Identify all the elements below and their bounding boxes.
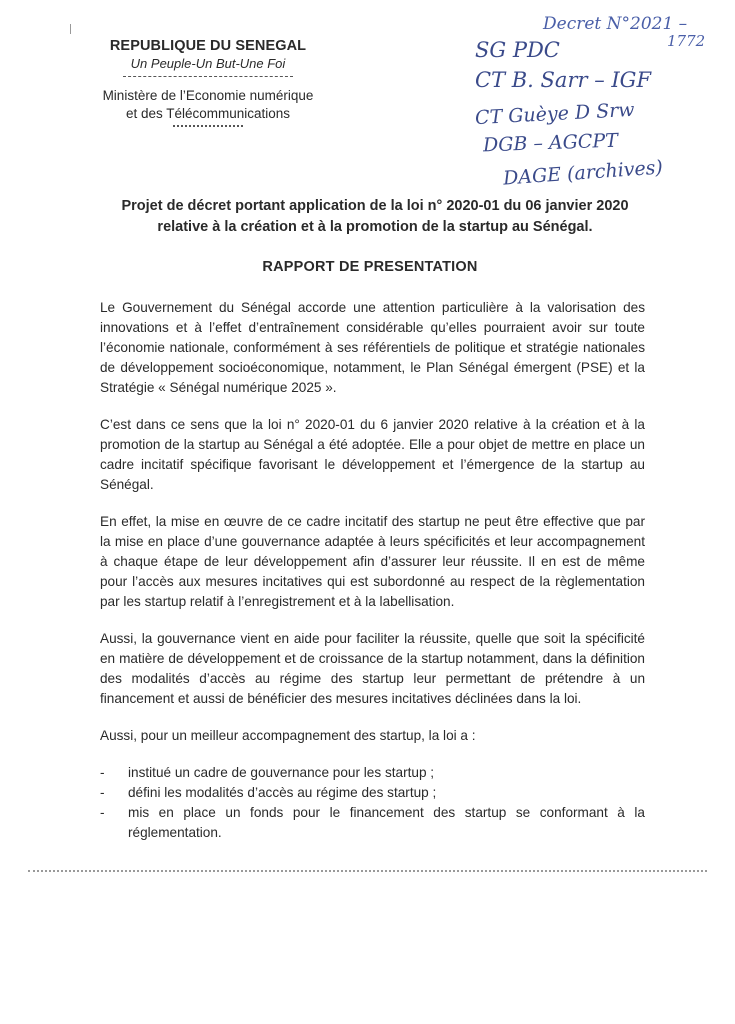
document-title: Projet de décret portant application de la loi n° 2020-01 du 06 janvier 2020 relative à la création et à la promotion de la startup au Sénégal. — [121, 198, 629, 235]
handwritten-decree-ref: Decret N°2021 – — [543, 14, 688, 34]
paragraph: Le Gouvernement du Sénégal accorde une attention particulière à la valorisation des innovations et à l’effet d’entraînement considérable qu’elles pourraient avoir sur toute l’économie nationale, conformément à ses référentiels de politique et stratégie nationales de développement socioéconomique, notamment, le Plan Sénégal émergent (PSE) et la Stratégie « Sénégal numérique 2025 ». — [100, 300, 645, 395]
handwritten-note: CT B. Sarr – IGF — [475, 68, 652, 92]
list-item — [100, 783, 645, 803]
letterhead — [88, 38, 328, 127]
list-item-text: défini les modalités d’accès au régime des startup ; — [128, 785, 437, 800]
country-name: REPUBLIQUE DU SENEGAL — [109, 38, 307, 54]
scan-artifact-line — [28, 870, 707, 872]
paragraph: C’est dans ce sens que la loi n° 2020-01 du 6 janvier 2020 relative à la création et à la promotion de la startup au Sénégal a été adoptée. Elle a pour objet de mettre en place un cadre incitatif spécifique favorisant le développement et l’émergence de la startup au Sénégal. — [100, 417, 645, 492]
divider — [173, 125, 243, 127]
list-dash: - — [100, 805, 105, 820]
list-dash: - — [100, 785, 105, 800]
measures-list — [100, 763, 645, 843]
list-intro: Aussi, pour un meilleur accompagnement des startup, la loi a : — [100, 728, 476, 743]
list-dash: - — [100, 765, 105, 780]
handwritten-note: CT Guèye D Srw — [474, 98, 636, 130]
handwritten-decree-number: 1772 — [667, 32, 706, 50]
list-item-text: institué un cadre de gouvernance pour les startup ; — [128, 765, 435, 780]
handwritten-note: DAGE (archives) — [502, 156, 664, 190]
list-item — [100, 763, 645, 783]
handwritten-note: SG PDC — [475, 38, 560, 62]
document-body — [100, 298, 645, 843]
divider — [123, 76, 293, 77]
section-heading: RAPPORT DE PRESENTATION — [262, 259, 478, 275]
ministry-name — [88, 87, 328, 123]
ministry-line-1: Ministère de l’Economie numérique — [102, 88, 314, 103]
national-motto: Un Peuple-Un But-Une Foi — [130, 56, 286, 71]
handwritten-note: DGB – AGCPT — [482, 129, 619, 157]
list-item — [100, 803, 645, 843]
paragraph: En effet, la mise en œuvre de ce cadre incitatif des startup ne peut être effective que par la mise en place d’une gouvernance adaptée à leurs spécificités et leur accompagnement à chaque étape de leur développement afin d’assurer leur réussite. Il en est de même pour l’accès aux mesures incitatives qui est subordonné au respect de la règlementation par les startup relatif à l’enregistrement et à la labellisation. — [100, 514, 645, 609]
handwritten-annotations — [455, 8, 725, 198]
paragraph: Aussi, la gouvernance vient en aide pour faciliter la réussite, quelle que soit la spécificité en matière de développement et de croissance de la startup notamment, dans la définition des modalités d’accès au régime des startup leur permettant de prétendre à un financement et aussi de bénéficier des mesures incitatives déclinées dans la loi. — [100, 631, 645, 706]
scan-mark — [70, 24, 79, 34]
ministry-line-2: et des Télécommunications — [125, 106, 291, 121]
list-item-text: mis en place un fonds pour le financement des startup se conformant à la réglementation. — [128, 805, 645, 840]
